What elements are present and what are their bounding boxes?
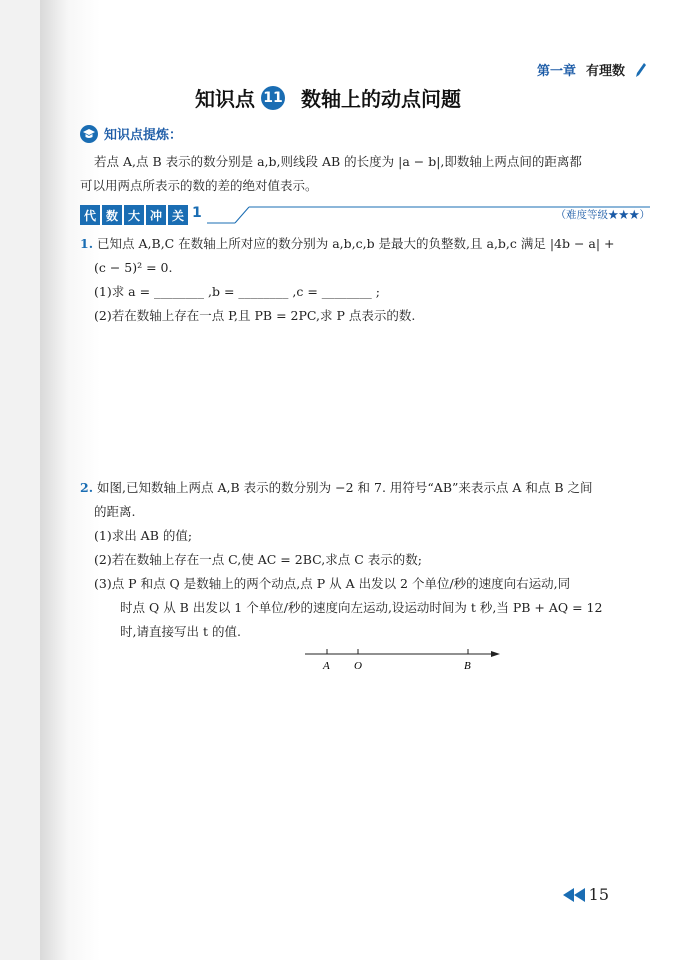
page-number bbox=[563, 885, 609, 904]
q2-line-1 bbox=[80, 476, 655, 500]
q2-part-1: (1)求出 AB 的值; bbox=[94, 528, 193, 543]
banner-tiles bbox=[80, 205, 188, 225]
chapter-label: 第一章 bbox=[536, 64, 576, 79]
number-line-arrow bbox=[491, 651, 500, 657]
double-left-arrow-icon bbox=[563, 888, 585, 902]
difficulty-label: （难度等级★★★） bbox=[555, 209, 650, 221]
label-o: O bbox=[354, 660, 362, 672]
q2-line-2: 的距离. bbox=[94, 504, 136, 519]
q2-number: 2. bbox=[80, 480, 94, 495]
section-banner bbox=[80, 205, 650, 225]
q1-part-1: (1)求 a = ________ ,b = ________ ,c = ________ ; bbox=[94, 284, 380, 299]
banner-tile: 关 bbox=[168, 205, 188, 225]
banner-tile: 大 bbox=[124, 205, 144, 225]
q2-part-3-line-3: 时,请直接写出 t 的值. bbox=[120, 624, 241, 639]
banner-tile: 代 bbox=[80, 205, 100, 225]
summary-heading bbox=[80, 124, 182, 143]
chapter-header bbox=[537, 60, 647, 79]
q1-line-2: (c − 5)² = 0. bbox=[94, 260, 173, 275]
summary-heading-text: 知识点提炼： bbox=[104, 128, 183, 143]
graduation-cap-icon bbox=[80, 125, 98, 143]
label-b: B bbox=[464, 660, 471, 672]
title-main: 数轴上的动点问题 bbox=[301, 87, 461, 111]
summary-text bbox=[80, 150, 650, 198]
q1-number: 1. bbox=[80, 236, 94, 251]
label-a: A bbox=[323, 660, 330, 672]
title-prefix: 知识点 bbox=[195, 87, 255, 111]
summary-line-1: 若点 A,点 B 表示的数分别是 a,b,则线段 AB 的长度为 |a − b|,即数轴上两点间的距离都 bbox=[94, 154, 582, 169]
banner-number: 1 bbox=[192, 205, 202, 221]
chapter-name: 有理数 bbox=[585, 64, 625, 79]
pen-icon bbox=[635, 62, 647, 78]
q2-part-2: (2)若在数轴上存在一点 C,使 AC = 2BC,求点 C 表示的数; bbox=[94, 552, 422, 567]
banner-tile: 数 bbox=[102, 205, 122, 225]
q1-part-2: (2)若在数轴上存在一点 P,且 PB = 2PC,求 P 点表示的数. bbox=[94, 308, 416, 323]
page-number-text: 15 bbox=[588, 885, 609, 904]
question-2 bbox=[80, 476, 655, 644]
q2-part-3-line-1: (3)点 P 和点 Q 是数轴上的两个动点,点 P 从 A 出发以 2 个单位/秒的速度向右运动,同 bbox=[94, 576, 571, 591]
banner-tile: 冲 bbox=[146, 205, 166, 225]
q2-part-3-line-2: 时点 Q 从 B 出发以 1 个单位/秒的速度向左运动,设运动时间为 t 秒,当 PB + AQ = 12 bbox=[120, 600, 603, 615]
q1-text-1: 已知点 A,B,C 在数轴上所对应的数分别为 a,b,c,b 是最大的负整数,且 a,b,c 满足 |4b − a| + bbox=[97, 236, 615, 251]
q1-line-1 bbox=[80, 232, 655, 256]
page bbox=[40, 0, 699, 960]
summary-line-2: 可以用两点所表示的数的差的绝对值表示。 bbox=[80, 178, 318, 193]
page-title bbox=[195, 83, 575, 112]
number-line-figure bbox=[305, 642, 505, 674]
q2-text-1: 如图,已知数轴上两点 A,B 表示的数分别为 −2 和 7. 用符号“AB”来表示点 A 和点 B 之间 bbox=[97, 480, 593, 495]
question-1 bbox=[80, 232, 655, 328]
title-number-badge: 11 bbox=[261, 86, 285, 110]
